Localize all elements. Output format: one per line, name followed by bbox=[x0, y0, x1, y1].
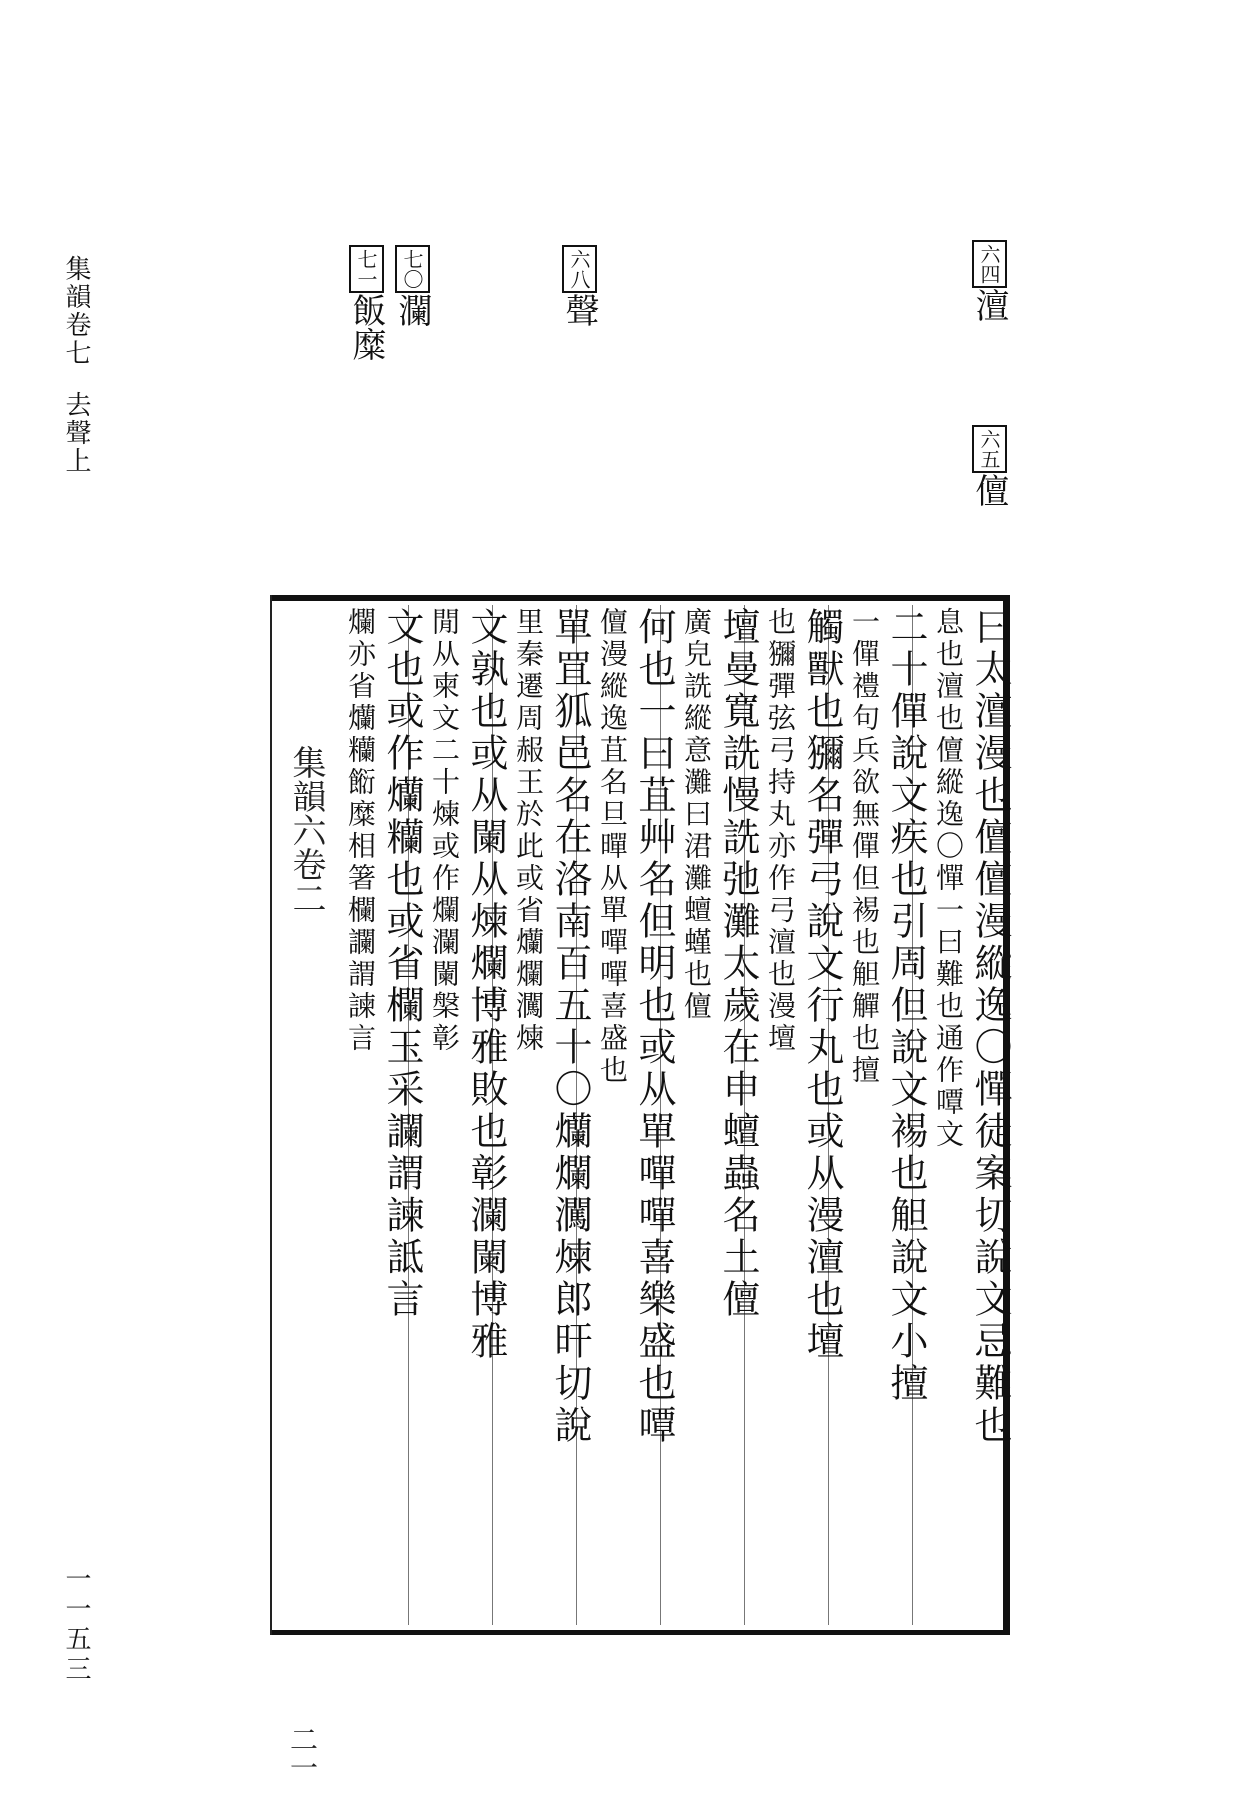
frame-bottom-rule bbox=[270, 1630, 1010, 1635]
text-column: 單罝狐邑名在洛南百五十〇爤爛㶒煉郎旰切說 bbox=[548, 607, 592, 1447]
note-marker: 六四 bbox=[972, 240, 1007, 288]
note-marker: 七一 bbox=[349, 245, 384, 293]
text-column: 壇曼寬詵慢詵弛灘太歲在申蟺蟲名土儃 bbox=[716, 607, 760, 1321]
note-text: 瀾 bbox=[392, 293, 432, 327]
note-marker: 六八 bbox=[562, 245, 597, 293]
running-head-book: 集韻卷七 bbox=[61, 255, 91, 367]
frame-top-rule bbox=[270, 595, 1010, 601]
text-column: 文孰也或从闌从煉爛博雅敗也彰瀾闌博雅 bbox=[464, 607, 508, 1363]
page-number: 一一五三 bbox=[61, 1565, 91, 1685]
text-column: 也獼彈弦弓持丸亦作弓澶也漫壇 bbox=[764, 607, 797, 1055]
text-column: 廣皃詵縱意灘曰涒灘蟺螼也儃 bbox=[680, 607, 713, 1023]
text-column: 何也一曰苴艸名但明也或从單嘽嘽喜樂盛也嘾 bbox=[632, 607, 676, 1447]
text-column: 觸獸也獼名彈弓說文行丸也或从漫澶也壇 bbox=[800, 607, 844, 1363]
note-68 bbox=[555, 245, 604, 327]
note-text: 澶 bbox=[969, 288, 1009, 322]
note-text: 飯糜 bbox=[346, 293, 386, 361]
text-column: 爛亦省爤糷餰糜相箸欄讕謂諫言 bbox=[344, 607, 377, 1055]
note-text: 儃 bbox=[969, 473, 1009, 507]
text-column: 文也或作爤糷也或省欄玉采讕謂諫詆言 bbox=[380, 607, 424, 1321]
frame-margin-title: 集韻六卷二 bbox=[286, 745, 326, 915]
running-head-section: 去聲上 bbox=[61, 391, 91, 475]
text-column: 儃漫縱逸苴名旦暺从單嘽嘽喜盛也 bbox=[596, 607, 629, 1087]
note-marker: 六五 bbox=[972, 425, 1007, 473]
book-page-frame bbox=[270, 595, 1012, 1781]
note-70 bbox=[388, 245, 437, 327]
text-column: 息也澶也儃縱逸〇憚一曰難也通作嘾文 bbox=[932, 607, 965, 1151]
running-head bbox=[58, 255, 95, 475]
text-column: 里秦遷周赧王於此或省爤爛㶒煉 bbox=[512, 607, 545, 1055]
text-column: 曰太澶漫也儃儃漫縱逸〇憚徒案切說文忌難也 bbox=[968, 607, 1012, 1447]
note-64 bbox=[965, 240, 1014, 322]
frame-left-rule bbox=[270, 595, 272, 1635]
note-65 bbox=[965, 425, 1014, 507]
text-column: 一僤禮句兵欲無僤但裼也觛觶也擅 bbox=[848, 607, 881, 1087]
note-71 bbox=[342, 245, 391, 361]
frame-margin-folio: 二一 bbox=[286, 1725, 319, 1781]
note-marker: 七〇 bbox=[395, 245, 430, 293]
text-column: 閒从柬文二十煉或作爛瀾闌槃彰 bbox=[428, 607, 461, 1055]
note-text: 聲 bbox=[559, 293, 599, 327]
text-column: 二十僤說文疾也引周但說文裼也觛說文小擅 bbox=[884, 607, 928, 1405]
